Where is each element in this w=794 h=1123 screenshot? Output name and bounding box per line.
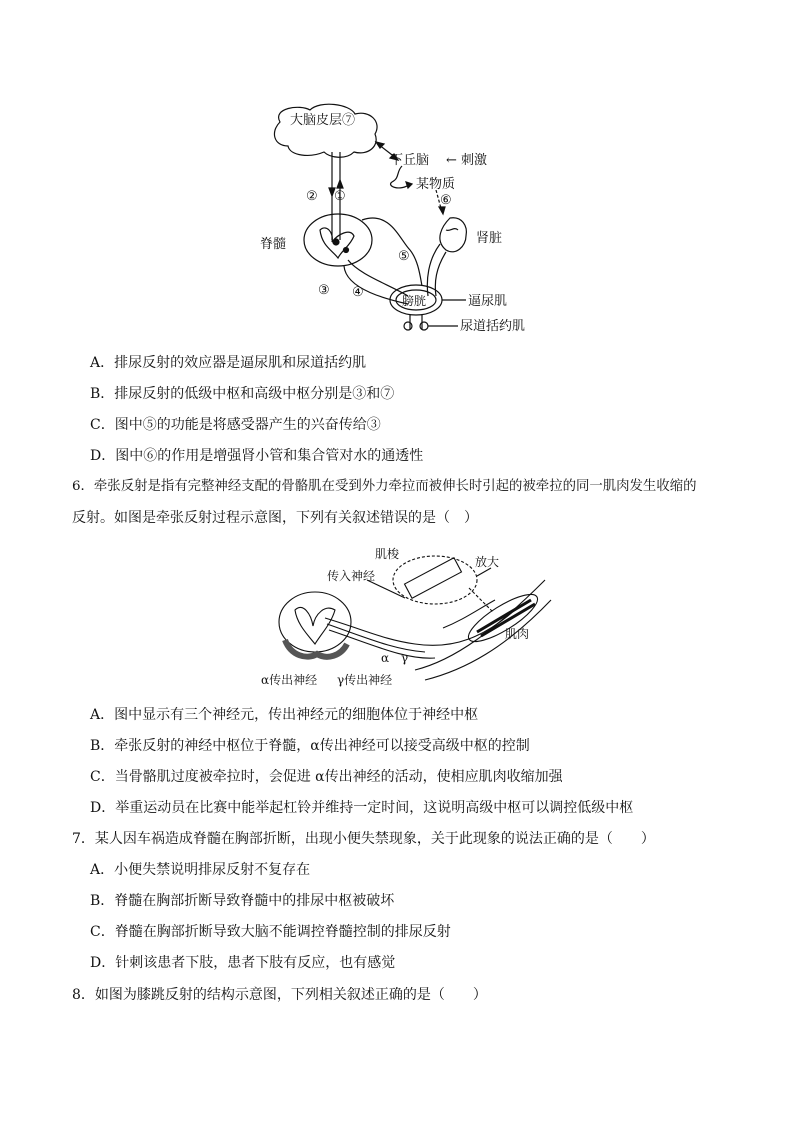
- q5-option-a: A．排尿反射的效应器是逼尿肌和尿道括约肌: [90, 355, 367, 371]
- magnify-label: 放大: [475, 555, 500, 569]
- stimulus-label: ← 刺激: [446, 153, 488, 168]
- spinal-label: 脊髓: [260, 237, 287, 252]
- alpha-label: α: [381, 651, 390, 665]
- q7-option-c: C．脊髓在胸部折断导致大脑不能调控脊髓控制的排尿反射: [90, 924, 451, 940]
- stretch-reflex-figure: [255, 540, 555, 690]
- label-4: ④: [352, 285, 364, 300]
- label-6: ⑥: [440, 193, 452, 208]
- cortex-label: 大脑皮层⑦: [290, 113, 356, 128]
- label-1: ①: [334, 189, 346, 204]
- q6-option-d: D．举重运动员在比赛中能举起杠铃并维持一定时间，这说明高级中枢可以调控低级中枢: [90, 800, 634, 816]
- q7-option-d: D．针刺该患者下肢，患者下肢有反应，也有感觉: [90, 955, 396, 971]
- sphincter-label: 尿道括约肌: [460, 319, 526, 334]
- q6-stem-line1: 6．牵张反射是指有完整神经支配的骨骼肌在受到外力牵拉而被伸长时引起的被牵拉的同一肌肉发生收缩的: [72, 479, 697, 494]
- label-5: ⑤: [398, 249, 410, 264]
- gamma-out-label: γ传出神经: [337, 673, 393, 687]
- q5-option-b: B．排尿反射的低级中枢和高级中枢分别是③和⑦: [90, 386, 395, 402]
- q7-stem: 7．某人因车祸造成脊髓在胸部折断，出现小便失禁现象，关于此现象的说法正确的是（ ）: [72, 831, 655, 847]
- gamma-label: γ: [401, 651, 409, 665]
- alpha-out-label: α传出神经: [261, 673, 318, 687]
- label-2: ②: [306, 189, 318, 204]
- label-3: ③: [318, 283, 330, 298]
- q7-option-a: A．小便失禁说明排尿反射不复存在: [90, 862, 311, 878]
- bladder-label: 膀胱: [402, 294, 427, 308]
- hypothalamus-label: 下丘脑: [390, 153, 430, 168]
- detrusor-label: 逼尿肌: [468, 294, 508, 309]
- kidney-shape: [440, 218, 466, 252]
- q6-stem-line2: 反射。如图是牵张反射过程示意图，下列有关叙述错误的是（ ）: [72, 510, 478, 526]
- q5-option-c: C．图中⑤的功能是将感受器产生的兴奋传给③: [90, 417, 381, 433]
- spindle-label: 肌梭: [375, 547, 400, 561]
- q6-option-b: B．牵张反射的神经中枢位于脊髓，α传出神经可以接受高级中枢的控制: [90, 738, 530, 754]
- q7-option-b: B．脊髓在胸部折断导致脊髓中的排尿中枢被破坏: [90, 893, 395, 909]
- q6-option-a: A．图中显示有三个神经元，传出神经元的细胞体位于神经中枢: [90, 707, 479, 723]
- muscle-label: 肌肉: [505, 627, 530, 641]
- substance-label: 某物质: [416, 177, 456, 192]
- urination-reflex-figure: [250, 100, 570, 340]
- q8-stem: 8．如图为膝跳反射的结构示意图，下列相关叙述正确的是（ ）: [72, 987, 487, 1003]
- q5-option-d: D．图中⑥的作用是增强肾小管和集合管对水的通透性: [90, 448, 424, 464]
- afferent-label: 传入神经: [327, 569, 376, 583]
- kidney-label: 肾脏: [476, 231, 503, 246]
- q6-option-c: C．当骨骼肌过度被牵拉时，会促进 α传出神经的活动，使相应肌肉收缩加强: [90, 769, 563, 785]
